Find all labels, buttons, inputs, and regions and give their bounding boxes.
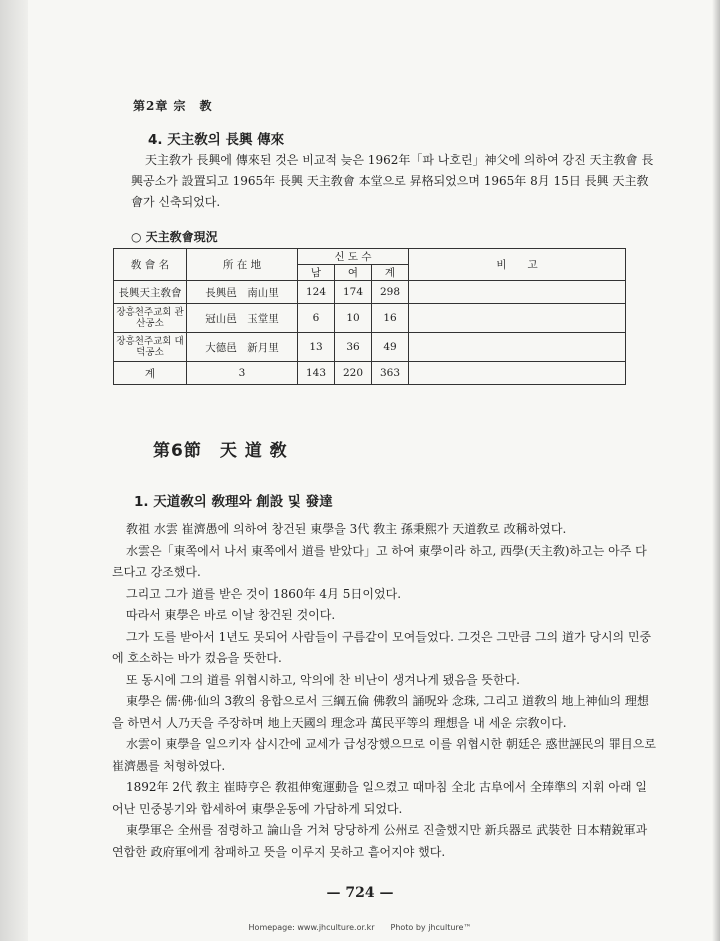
section-paragraph: 天主敎가 長興에 傳來된 것은 비교적 늦은 1962年「파 나호린」神父에 의하여 강진 天主敎會 長興공소가 設置되고 1965年 長興 天主敎會 本堂으로 昇格되었으며 1965年 8月 15日 長興 天主敎會가 신축되었다. xyxy=(131,153,654,209)
cell-total: 363 xyxy=(372,362,409,385)
table-row xyxy=(114,304,626,333)
cell-remarks xyxy=(409,281,626,304)
cell-male: 13 xyxy=(298,333,335,362)
paragraph: 그리고 그가 道를 받은 것이 1860年 4月 5日이었다. xyxy=(126,586,402,601)
cell-remarks xyxy=(409,304,626,333)
cell-male: 143 xyxy=(298,362,335,385)
table-title: ○ 天主敎會現況 xyxy=(131,230,218,244)
col-female: 여 xyxy=(335,265,372,281)
cell-male: 6 xyxy=(298,304,335,333)
paragraph: 水雲은「東쪽에서 나서 東쪽에서 道를 받았다」고 하여 東學이라 하고, 西學(天主敎)하고는 아주 다르다고 강조했다. xyxy=(112,543,647,579)
chapter-heading: 第2章 宗 教 xyxy=(133,99,213,113)
cell-church: 장흥천주교회 대덕공소 xyxy=(114,333,187,362)
table-row xyxy=(114,333,626,362)
col-believers: 신 도 수 xyxy=(298,249,409,265)
body-text xyxy=(112,519,657,863)
cell-female: 220 xyxy=(335,362,372,385)
cell-total: 16 xyxy=(372,304,409,333)
col-location: 所 在 地 xyxy=(187,249,298,281)
col-church: 敎 會 名 xyxy=(114,249,187,281)
church-status-table xyxy=(113,248,626,385)
section-heading: 第6節 天 道 敎 xyxy=(153,441,288,461)
cell-church: 장흥천주교회 관산공소 xyxy=(114,304,187,333)
subsection-title: 1. 天道敎의 敎理와 創設 및 發達 xyxy=(134,494,333,510)
cell-female: 10 xyxy=(335,304,372,333)
cell-location: 冠山邑 玉堂里 xyxy=(187,304,298,333)
cell-location: 長興邑 南山里 xyxy=(187,281,298,304)
cell-remarks xyxy=(409,362,626,385)
cell-total: 49 xyxy=(372,333,409,362)
cell-church: 長興天主敎會 xyxy=(114,281,187,304)
cell-female: 174 xyxy=(335,281,372,304)
cell-male: 124 xyxy=(298,281,335,304)
paragraph: 또 동시에 그의 道를 위협시하고, 악의에 찬 비난이 생겨나게 됐음을 뜻한다. xyxy=(126,672,520,687)
cell-total: 298 xyxy=(372,281,409,304)
paragraph: 따라서 東學은 바로 이날 창건된 것이다. xyxy=(126,608,336,622)
table-row xyxy=(114,281,626,304)
col-remarks: 비 고 xyxy=(409,249,626,281)
cell-remarks xyxy=(409,333,626,362)
col-total: 계 xyxy=(372,265,409,281)
paragraph: 東學軍은 全州를 점령하고 論山을 거쳐 당당하게 公州로 진출했지만 新兵器로 武裝한 日本精銳軍과 연합한 政府軍에게 참패하고 뜻을 이루지 못하고 흩어지야 했다. xyxy=(112,823,648,859)
col-male: 남 xyxy=(298,265,335,281)
paragraph: 1892年 2代 敎主 崔時亨은 敎祖伸寃運動을 일으켰고 때마침 全北 古阜에서 全琫準의 지휘 아래 일어난 민중봉기와 합세하여 東學운동에 가담하게 되었다. xyxy=(112,780,648,816)
section-title: 4. 天主敎의 長興 傳來 xyxy=(148,132,285,148)
cell-location: 3 xyxy=(187,362,298,385)
photo-credit-footer: Homepage: www.jhculture.or.kr Photo by jhculture™ xyxy=(248,923,472,932)
cell-female: 36 xyxy=(335,333,372,362)
paragraph: 敎祖 水雲 崔濟愚에 의하여 창건된 東學을 3代 敎主 孫秉熙가 天道敎로 改稱하였다. xyxy=(126,522,567,536)
page-number: — 724 — xyxy=(326,885,394,901)
paragraph: 그가 도를 받아서 1년도 못되어 사람들이 구름같이 모여들었다. 그것은 그만큼 그의 道가 당시의 민중에 호소하는 바가 컸음을 뜻한다. xyxy=(112,629,652,665)
cell-location: 大德邑 新月里 xyxy=(187,333,298,362)
paragraph: 水雲이 東學을 일으키자 삽시간에 교세가 급성장했으므로 이를 위협시한 朝廷은 惑世誣民의 罪目으로 崔濟愚를 처형하였다. xyxy=(112,737,656,773)
table-row-total xyxy=(114,362,626,385)
paragraph: 東學은 儒·佛·仙의 3敎의 융합으로서 三綱五倫 佛敎의 誦呪와 念珠, 그리고 道敎의 地上神仙의 理想을 하면서 人乃天을 주장하며 地上天國의 理念과 萬民平等의 理想을 내 세운 宗敎이다. xyxy=(112,694,649,730)
cell-church: 계 xyxy=(114,362,187,385)
